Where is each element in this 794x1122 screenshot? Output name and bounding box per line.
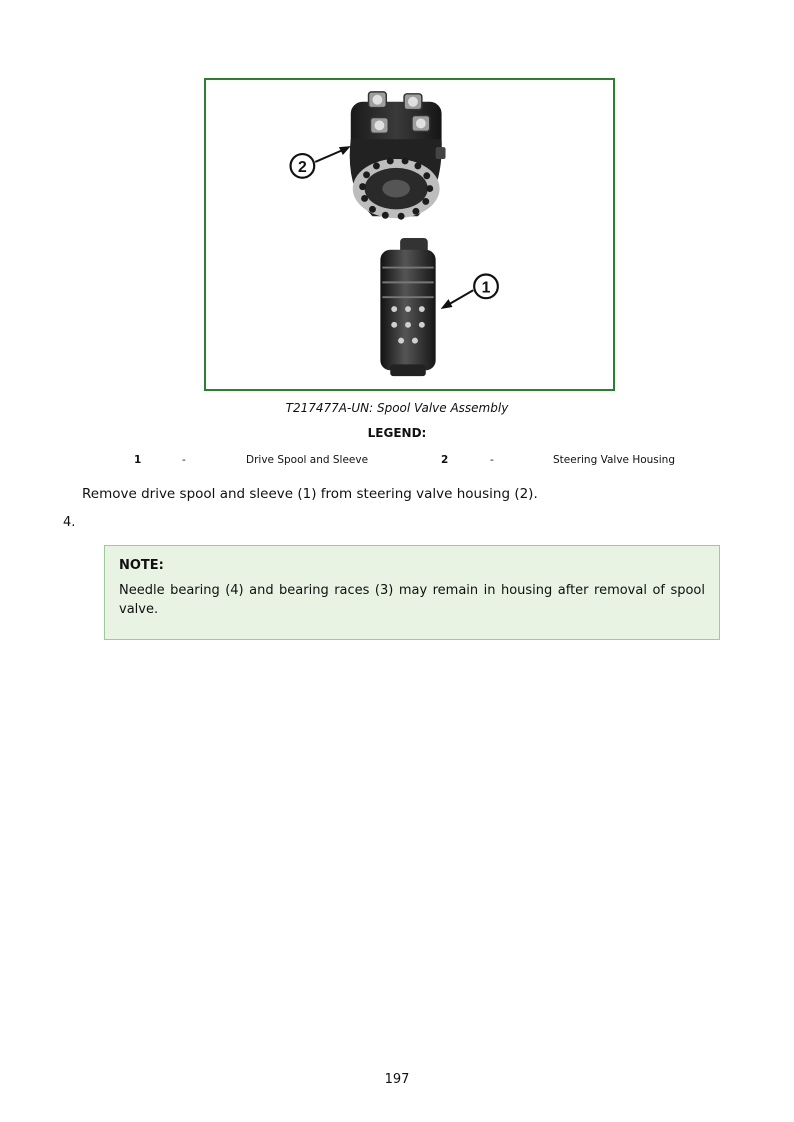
callout-2 — [291, 146, 351, 178]
legend-item-1-number: 1 — [134, 454, 142, 466]
callout-1 — [441, 274, 498, 309]
callout-1-label: 1 — [481, 279, 491, 297]
page-number: 197 — [384, 1072, 410, 1087]
note-body: Needle bearing (4) and bearing races (3) may remain in housing after removal of spool valve. — [119, 583, 705, 617]
legend-item-1-dash: - — [182, 454, 186, 466]
callout-2-label: 2 — [297, 158, 307, 176]
step-number: 4. — [63, 515, 76, 530]
note-box — [104, 545, 720, 640]
legend-item-1-label: Drive Spool and Sleeve — [246, 454, 369, 466]
figure-caption: T217477A-UN: Spool Valve Assembly — [285, 401, 509, 415]
legend-item-2-label: Steering Valve Housing — [553, 454, 676, 466]
spool-valve-figure — [204, 78, 615, 391]
steering-valve-housing-drawing — [350, 92, 446, 220]
legend-item-2-number: 2 — [441, 454, 449, 466]
spool-valve-illustration — [206, 80, 613, 389]
drive-spool-sleeve-drawing — [380, 238, 435, 376]
note-heading: NOTE: — [119, 558, 164, 573]
step-instruction: Remove drive spool and sleeve (1) from steering valve housing (2). — [82, 486, 538, 502]
legend-title: LEGEND: — [367, 426, 427, 440]
legend-item-2-dash: - — [490, 454, 494, 466]
